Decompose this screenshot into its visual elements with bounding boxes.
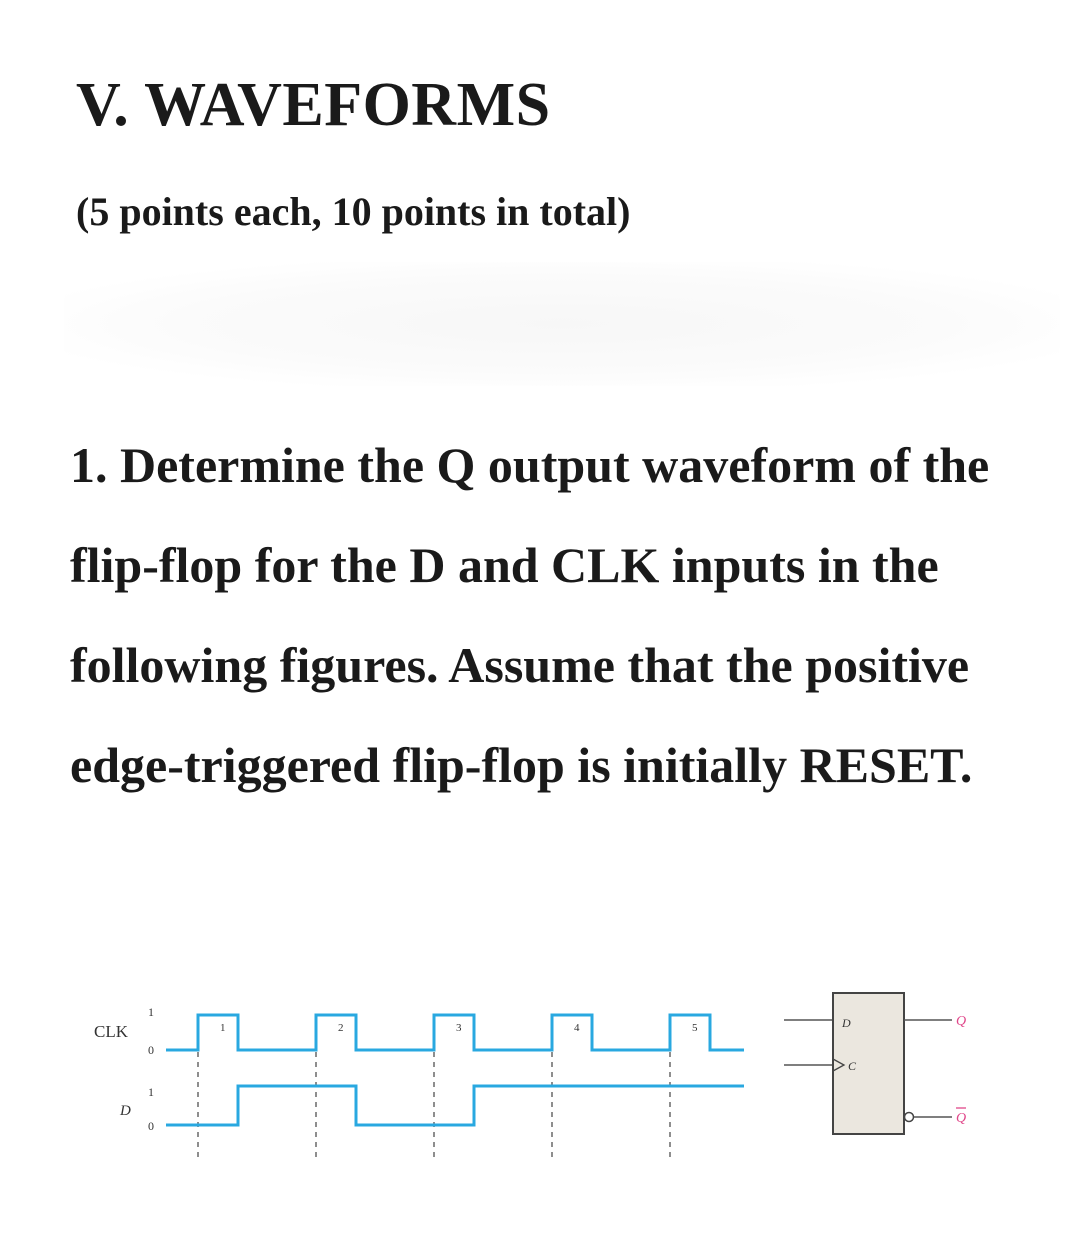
clock-pulse-number: 2 [338,1022,344,1034]
clk-waveform [166,1015,744,1050]
d-label: D [120,1103,131,1119]
d-waveform [166,1086,744,1125]
ff-input-d: D [842,1016,851,1030]
d-level-low: 0 [148,1119,154,1133]
clock-pulse-number: 5 [692,1022,698,1034]
waveform-figure [80,980,1020,1180]
clock-pulse-number: 1 [220,1022,226,1034]
faded-background-region [64,262,1060,386]
clk-level-high: 1 [148,1005,154,1019]
ff-output-q: Q [956,1014,967,1029]
clock-pulse-number: 3 [456,1022,462,1034]
d-level-high: 1 [148,1085,154,1099]
d-flipflop-symbol [784,993,966,1134]
clk-level-low: 0 [148,1043,154,1057]
section-title: V. WAVEFORMS [76,71,551,139]
points-subtitle: (5 points each, 10 points in total) [76,189,631,234]
ff-input-clk: C [848,1059,857,1073]
ff-output-q-bar: Q [956,1111,967,1126]
clock-pulse-number: 4 [574,1022,580,1034]
clk-label: CLK [94,1022,128,1041]
question-text: 1. Determine the Q output waveform of the flip-flop for the D and CLK inputs in the following figures. Assume that the positive edge-triggered flip-flop is initially RESET. [70,437,990,793]
